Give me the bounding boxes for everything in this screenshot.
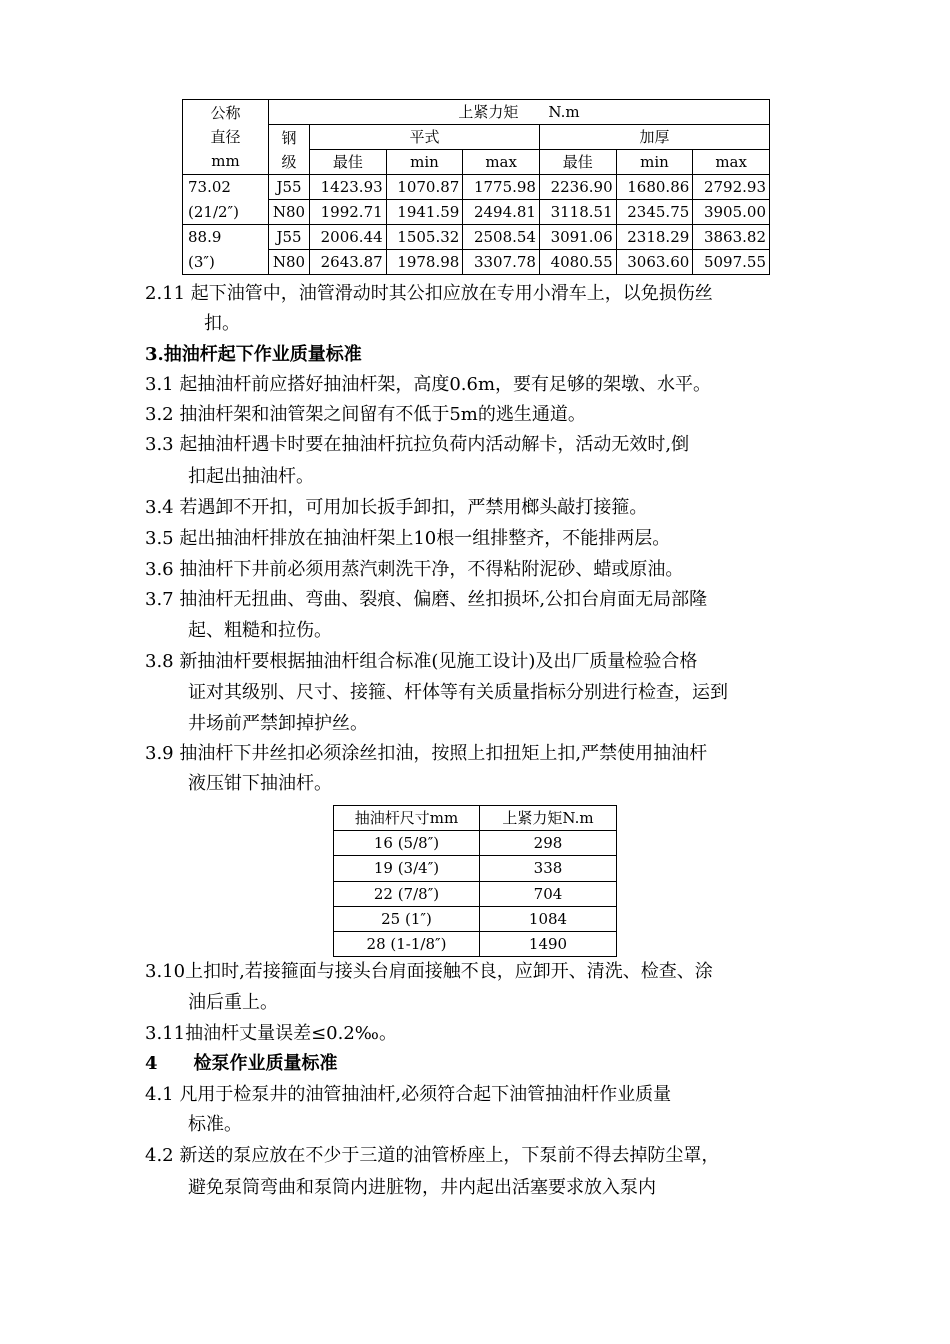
value-cell: 1680.86 xyxy=(616,175,693,200)
table-row xyxy=(334,856,617,881)
diameter-header-line: 直径 xyxy=(210,128,241,146)
value-cell: 1775.98 xyxy=(463,175,540,200)
value-cell: 2006.44 xyxy=(310,225,387,250)
rod-size-cell: 19 (3/4″) xyxy=(334,856,480,881)
value-cell: 2792.93 xyxy=(693,175,770,200)
paragraph-2-11-cont: 扣。 xyxy=(204,313,240,334)
diameter-cell: 88.9 xyxy=(183,225,269,250)
value-cell: 1423.93 xyxy=(310,175,387,200)
grade-cell: J55 xyxy=(269,175,310,200)
table-row xyxy=(334,881,617,906)
sub-header: min xyxy=(386,150,463,175)
table-row xyxy=(183,175,770,200)
value-cell: 1505.32 xyxy=(386,225,463,250)
rod-size-cell: 16 (5/8″) xyxy=(334,831,480,856)
value-cell: 1070.87 xyxy=(386,175,463,200)
rod-size-header: 抽油杆尺寸mm xyxy=(334,806,480,831)
grade-cell: J55 xyxy=(269,225,310,250)
paragraph-3-1: 3.1 起抽油杆前应搭好抽油杆架，高度0.6m，要有足够的架墩、水平。 xyxy=(145,374,712,395)
grade-header-line: 钢 xyxy=(281,128,297,147)
grade-cell: N80 xyxy=(269,250,310,275)
section-heading-3: 3.抽油杆起下作业质量标准 xyxy=(145,344,362,365)
sub-header: max xyxy=(463,150,540,175)
rod-torque-cell: 704 xyxy=(480,881,617,906)
torque-header: 上紧力矩 N.m xyxy=(269,100,770,125)
diameter-header-line: mm xyxy=(211,152,240,170)
table-row xyxy=(183,225,770,250)
paragraph-3-11: 3.11抽油杆丈量误差≤0.2‰。 xyxy=(145,1023,397,1044)
sucker-rod-torque-table xyxy=(333,805,617,957)
paragraph-3-9: 3.9 抽油杆下井丝扣必须涂丝扣油，按照上扣扭矩上扣,严禁使用抽油杆 xyxy=(145,743,708,764)
rod-torque-cell: 338 xyxy=(480,856,617,881)
paragraph-3-8: 3.8 新抽油杆要根据抽油杆组合标准(见施工设计)及出厂质量检验合格 xyxy=(145,651,698,672)
value-cell: 2494.81 xyxy=(463,200,540,225)
section-heading-4: 4 检泵作业质量标准 xyxy=(145,1053,338,1074)
diameter-cell: (3″) xyxy=(183,250,269,275)
paragraph-2-11: 2.11 起下油管中，油管滑动时其公扣应放在专用小滑车上，以免损伤丝 xyxy=(145,283,713,304)
paragraph-3-10: 3.10上扣时,若接箍面与接头台肩面接触不良，应卸开、清洗、检查、涂 xyxy=(145,961,713,982)
paragraph-3-3: 3.3 起抽油杆遇卡时要在抽油杆抗拉负荷内活动解卡，活动无效时,倒 xyxy=(145,434,690,455)
diameter-header-line: 公称 xyxy=(210,104,241,122)
diameter-cell: (21/2″) xyxy=(183,200,269,225)
paragraph-3-7: 3.7 抽油杆无扭曲、弯曲、裂痕、偏磨、丝扣损坏,公扣台肩面无局部隆 xyxy=(145,589,708,610)
grade-header-line: 级 xyxy=(281,152,297,171)
paragraph-4-2: 4.2 新送的泵应放在不少于三道的油管桥座上，下泵前不得去掉防尘罩， xyxy=(145,1145,720,1166)
paragraph-3-4: 3.4 若遇卸不开扣，可用加长扳手卸扣，严禁用榔头敲打接箍。 xyxy=(145,497,648,518)
diameter-header xyxy=(183,100,269,175)
value-cell: 1978.98 xyxy=(386,250,463,275)
value-cell: 1992.71 xyxy=(310,200,387,225)
value-cell: 2318.29 xyxy=(616,225,693,250)
value-cell: 3863.82 xyxy=(693,225,770,250)
paragraph-4-2-cont: 避免泵筒弯曲和泵筒内进脏物，井内起出活塞要求放入泵内 xyxy=(188,1177,656,1198)
rod-torque-header: 上紧力矩N.m xyxy=(480,806,617,831)
table-header-row xyxy=(334,806,617,831)
value-cell: 2345.75 xyxy=(616,200,693,225)
paragraph-3-2: 3.2 抽油杆架和油管架之间留有不低于5m的逃生通道。 xyxy=(145,404,586,425)
value-cell: 3063.60 xyxy=(616,250,693,275)
thick-type-header: 加厚 xyxy=(539,125,769,150)
table-row xyxy=(334,831,617,856)
paragraph-3-7-cont: 起、粗糙和拉伤。 xyxy=(188,620,332,641)
paragraph-3-3-cont: 扣起出抽油杆。 xyxy=(188,466,314,487)
sub-header: max xyxy=(693,150,770,175)
table-row xyxy=(334,906,617,931)
sub-header: min xyxy=(616,150,693,175)
value-cell: 2236.90 xyxy=(539,175,616,200)
value-cell: 3091.06 xyxy=(539,225,616,250)
rod-size-cell: 25 (1″) xyxy=(334,906,480,931)
value-cell: 3118.51 xyxy=(539,200,616,225)
paragraph-3-5: 3.5 起出抽油杆排放在抽油杆架上10根一组排整齐，不能排两层。 xyxy=(145,528,671,549)
table-row xyxy=(334,931,617,956)
rod-torque-cell: 1084 xyxy=(480,906,617,931)
rod-size-cell: 28 (1-1/8″) xyxy=(334,931,480,956)
value-cell: 2643.87 xyxy=(310,250,387,275)
value-cell: 4080.55 xyxy=(539,250,616,275)
paragraph-4-1-cont: 标准。 xyxy=(188,1114,242,1135)
value-cell: 2508.54 xyxy=(463,225,540,250)
paragraph-3-8-cont: 证对其级别、尺寸、接箍、杆体等有关质量指标分别进行检查，运到 xyxy=(188,682,728,703)
value-cell: 5097.55 xyxy=(693,250,770,275)
rod-size-cell: 22 (7/8″) xyxy=(334,881,480,906)
rod-torque-cell: 298 xyxy=(480,831,617,856)
flat-type-header: 平式 xyxy=(310,125,540,150)
sub-header: 最佳 xyxy=(539,150,616,175)
tubing-torque-table xyxy=(182,99,770,275)
paragraph-4-1: 4.1 凡用于检泵井的油管抽油杆,必须符合起下油管抽油杆作业质量 xyxy=(145,1084,672,1105)
diameter-cell: 73.02 xyxy=(183,175,269,200)
paragraph-3-10-cont: 油后重上。 xyxy=(188,992,278,1013)
paragraph-3-8-cont: 井场前严禁卸掉护丝。 xyxy=(188,713,368,734)
grade-header xyxy=(269,125,310,175)
rod-torque-cell: 1490 xyxy=(480,931,617,956)
paragraph-3-6: 3.6 抽油杆下井前必须用蒸汽刺洗干净，不得粘附泥砂、蜡或原油。 xyxy=(145,559,684,580)
value-cell: 1941.59 xyxy=(386,200,463,225)
sub-header: 最佳 xyxy=(310,150,387,175)
paragraph-3-9-cont: 液压钳下抽油杆。 xyxy=(188,773,332,794)
value-cell: 3905.00 xyxy=(693,200,770,225)
value-cell: 3307.78 xyxy=(463,250,540,275)
table-row xyxy=(183,200,770,225)
table-row xyxy=(183,250,770,275)
grade-cell: N80 xyxy=(269,200,310,225)
